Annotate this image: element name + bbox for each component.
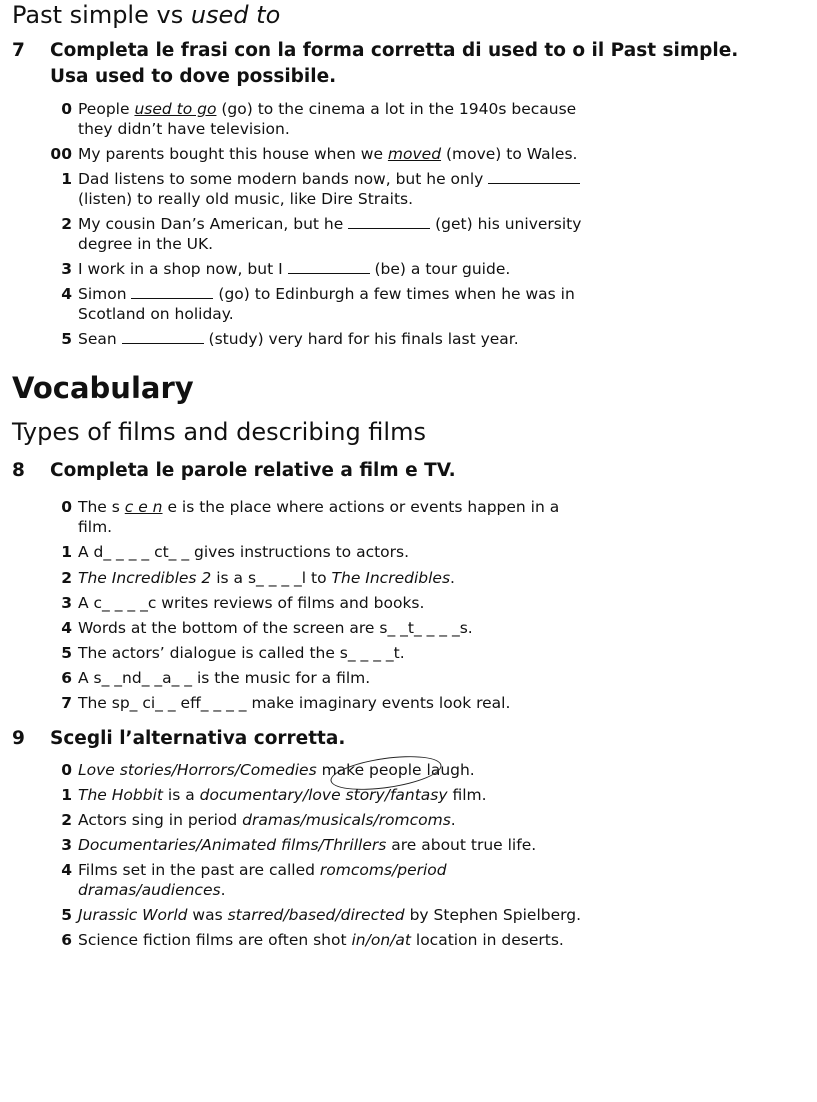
answer-blank[interactable]: [122, 331, 204, 344]
ex7-item-0: 0 People used to go (go) to the cinema a lot in the 1940s because they didn’t have television.: [61, 100, 577, 138]
answer-blank[interactable]: [348, 216, 430, 229]
ex8-item-0: 0 The s c e n e is the place where actions or events happen in a film.: [61, 498, 560, 536]
answer-blank[interactable]: [488, 171, 580, 184]
exercise-8-title: 8 Completa le parole relative a film e TV.: [12, 460, 456, 481]
exercise-7-title: 7 Completa le frasi con la forma corretta di used to o il Past simple. Usa used to dove possibile.: [12, 40, 739, 87]
vocabulary-heading: Vocabulary: [12, 371, 194, 405]
ex7-item-00: 00 My parents bought this house when we moved (move) to Wales.: [50, 145, 578, 163]
answer-blank[interactable]: [131, 286, 213, 299]
exercise-9-title: 9 Scegli l’alternativa corretta.: [12, 728, 346, 749]
ex7-item-1: 1 Dad listens to some modern bands now, but he only (listen) to really old music, like Dire Straits.: [28, 169, 668, 209]
section-title: Past simple vs used to: [12, 1, 281, 29]
ex7-item-5: 5 Sean (study) very hard for his finals last year.: [61, 330, 519, 348]
answer-blank[interactable]: [288, 261, 370, 274]
vocabulary-subtitle: Types of films and describing films: [12, 418, 426, 446]
ex9-item-4: 4 Films set in the past are called romcoms/period dramas/audiences.: [61, 861, 447, 899]
ex7-item-2: 2 My cousin Dan’s American, but he (get) his university degree in the UK.: [61, 215, 582, 253]
ex7-item-4: 4 Simon (go) to Edinburgh a few times when he was in Scotland on holiday.: [61, 285, 575, 323]
ex7-item-3: 3 I work in a shop now, but I (be) a tour guide.: [61, 260, 511, 278]
